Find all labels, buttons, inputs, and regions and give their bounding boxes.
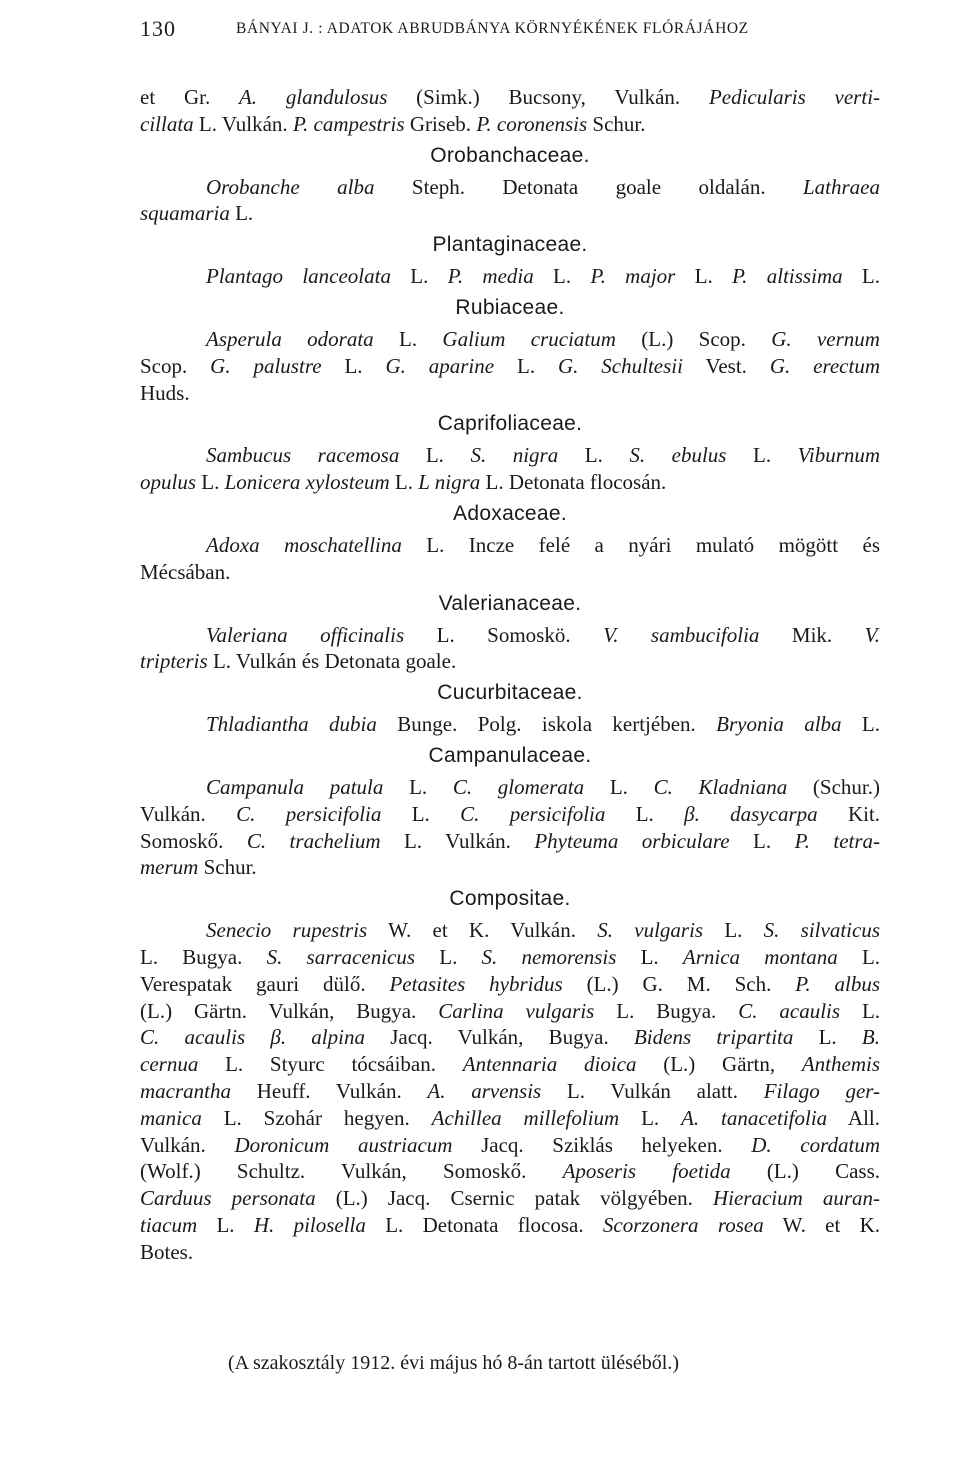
text-run: Mécsában.: [140, 559, 231, 584]
taxon-name: Thladiantha dubia: [206, 712, 377, 737]
taxon-name: G. aparine: [385, 353, 495, 378]
text-line: [140, 1239, 880, 1266]
text-run: L.: [389, 470, 419, 495]
text-run: L. Vulkán alatt.: [541, 1078, 764, 1103]
text-run: Heuff. Vulkán.: [231, 1078, 428, 1103]
taxon-name: Hieracium auran-: [712, 1186, 881, 1211]
text-run: L.: [837, 944, 881, 969]
text-line: [140, 1078, 880, 1105]
text-run: L.: [605, 801, 685, 826]
text-run: (L.) Scop.: [615, 326, 772, 351]
text-run: Mik.: [759, 622, 865, 647]
text-run: L.: [399, 443, 471, 468]
text-run: L.: [726, 443, 798, 468]
family-heading: Rubiaceae.: [455, 295, 565, 319]
taxon-name: macrantha: [140, 1078, 231, 1103]
taxon-name: Orobanche alba: [206, 174, 375, 199]
text-line: [140, 1158, 880, 1185]
page-header: [140, 14, 880, 46]
text-run: (L.) Gärtn,: [636, 1052, 802, 1077]
taxon-name: G. Schultesii: [557, 353, 683, 378]
taxon-name: Pedicularis verti-: [708, 85, 881, 109]
taxon-name: A. arvensis: [427, 1078, 542, 1103]
taxon-name: cillata: [140, 111, 194, 136]
text-run: Botes.: [140, 1239, 194, 1264]
taxon-name: Scorzonera rosea: [602, 1212, 764, 1237]
family-heading: Caprifoliaceae.: [437, 412, 583, 436]
text-run: Schur.: [587, 111, 646, 136]
text-line: [140, 263, 880, 290]
taxon-name: Carduus personata: [140, 1186, 316, 1211]
text-run: L. Bugya.: [594, 998, 739, 1023]
family-heading: Orobanchaceae.: [430, 143, 590, 167]
text-run: L.: [229, 201, 254, 226]
page-number: 130: [140, 16, 176, 41]
taxon-name: Filago ger-: [763, 1078, 881, 1103]
taxon-name: S. sarracenicus: [266, 944, 416, 969]
text-line: [140, 1212, 880, 1239]
text-line: [140, 559, 880, 586]
text-line: [140, 84, 880, 111]
text-run: Schur.: [198, 855, 257, 880]
text-run: L. Detonata flocosán.: [480, 470, 667, 495]
text-line: [140, 998, 880, 1025]
family-heading: Cucurbitaceae.: [437, 681, 583, 705]
taxon-name: squamaria: [140, 201, 230, 226]
taxon-name: Plantago lanceolata: [206, 264, 391, 289]
text-line: [140, 774, 880, 801]
text-line: [140, 380, 880, 407]
text-run: L. Styurc tócsáiban.: [198, 1052, 463, 1077]
taxon-name: C. Kladniana: [653, 774, 788, 799]
family-heading: Campanulaceae.: [428, 743, 592, 767]
text-line: [140, 469, 880, 496]
taxon-name: Valeriana officinalis: [206, 622, 405, 647]
text-line: [140, 971, 880, 998]
taxon-name: cernua: [140, 1052, 199, 1077]
text-line: [140, 1185, 880, 1212]
text-run: Jacq. Sziklás helyeken.: [452, 1132, 752, 1157]
text-run: W. et K. Vulkán.: [367, 918, 598, 943]
family-heading: Valerianaceae.: [438, 591, 582, 615]
taxon-name: Doronicum austriacum: [234, 1132, 453, 1157]
taxon-name: Lathraea: [802, 174, 880, 199]
taxon-name: opulus: [140, 470, 197, 495]
text-run: L. Incze felé a nyári mulató mögött és: [401, 532, 881, 557]
text-run: Griseb.: [404, 111, 477, 136]
text-run: L. Somoskö.: [404, 622, 604, 647]
family-heading: Compositae.: [449, 887, 571, 911]
text-line: [140, 174, 880, 201]
text-run: L.: [703, 918, 764, 943]
taxon-name: Galium cruciatum: [442, 326, 616, 351]
text-line: [140, 1051, 880, 1078]
taxon-name: Lonicera xylosteum: [224, 470, 390, 495]
taxon-name: V. sambucifolia: [603, 622, 760, 647]
taxon-name: Bidens tripartita: [633, 1025, 794, 1050]
taxon-name: S. ebulus: [629, 443, 727, 468]
text-run: L. Vulkán.: [193, 111, 293, 136]
text-run: L.: [675, 264, 733, 289]
text-run: L.: [793, 1025, 862, 1050]
taxon-name: Aposeris foetida: [562, 1159, 731, 1184]
text-line: [140, 854, 880, 881]
family-heading: Adoxaceae.: [453, 501, 567, 525]
taxon-name: C. acaulis β. alpina: [140, 1025, 365, 1050]
text-run: L.: [197, 1212, 254, 1237]
text-line: [140, 828, 880, 855]
taxon-name: Antennaria dioica: [462, 1052, 637, 1077]
text-run: Bunge. Polg. iskola kertjében.: [376, 712, 717, 737]
taxon-name: S. nemorensis: [481, 944, 617, 969]
taxon-name: Senecio rupestris: [206, 918, 368, 943]
text-line: [140, 111, 880, 138]
taxon-name: P. major: [590, 264, 676, 289]
text-run: et Gr.: [140, 85, 239, 109]
text-run: L. Vulkán és Detonata goale.: [207, 649, 457, 674]
taxon-name: A. glandulosus: [238, 85, 388, 109]
text-run: L.: [415, 944, 482, 969]
text-run: L. Detonata flocosa.: [365, 1212, 603, 1237]
taxon-name: C. acaulis: [738, 998, 841, 1023]
text-run: Vulkán.: [140, 801, 237, 826]
text-run: (L.) G. M. Sch.: [562, 971, 796, 996]
taxon-name: C. persicifolia: [460, 801, 606, 826]
text-run: L.: [381, 801, 461, 826]
taxon-name: Campanula patula: [206, 774, 384, 799]
text-run: L.: [584, 774, 654, 799]
text-run: Somoskő.: [140, 828, 247, 853]
taxon-name: tripteris: [140, 649, 208, 674]
taxon-name: P. campestris: [292, 111, 405, 136]
text-run: (L.) Jacq. Csernic patak völgyében.: [315, 1186, 713, 1211]
text-run: L.: [373, 326, 443, 351]
text-run: L.: [494, 353, 558, 378]
footer-block: [140, 1343, 880, 1377]
text-run: L.: [841, 712, 880, 737]
taxon-name: Viburnum: [797, 443, 881, 468]
taxon-name: V.: [864, 622, 880, 647]
taxon-name: Petasites hybridus: [389, 971, 563, 996]
taxon-name: G. erectum: [769, 353, 881, 378]
text-run: L.: [533, 264, 591, 289]
taxon-name: P. media: [447, 264, 534, 289]
text-run: Vest.: [682, 353, 770, 378]
text-run: L.: [729, 828, 795, 853]
taxon-name: H. pilosella: [253, 1212, 366, 1237]
taxon-name: S. nigra: [470, 443, 559, 468]
taxon-name: tiacum: [140, 1212, 198, 1237]
text-run: (Wolf.) Schultz. Vulkán, Somoskő.: [140, 1159, 563, 1184]
text-line: [140, 326, 880, 353]
text-line: [140, 711, 880, 738]
text-run: (L.) Cass.: [730, 1159, 880, 1184]
text-line: [140, 944, 880, 971]
text-run: L.: [321, 353, 386, 378]
text-line: [140, 1105, 880, 1132]
taxon-name: P. altissima: [732, 264, 843, 289]
taxon-name: C. persicifolia: [236, 801, 382, 826]
taxon-name: G. vernum: [771, 326, 880, 351]
text-line: [140, 532, 880, 559]
text-run: Scop.: [140, 353, 211, 378]
text-run: L. Vulkán.: [380, 828, 535, 853]
text-run: L.: [842, 264, 881, 289]
text-line: [140, 648, 880, 675]
text-run: L. Bugya.: [140, 944, 267, 969]
text-run: (Schur.): [787, 774, 880, 799]
text-line: [140, 917, 880, 944]
taxon-name: C. trachelium: [246, 828, 381, 853]
text-line: [140, 801, 880, 828]
taxon-name: P. albus: [795, 971, 880, 996]
text-line: [140, 622, 880, 649]
taxon-name: P. tetra-: [794, 828, 881, 853]
taxon-name: Anthemis: [801, 1052, 880, 1077]
family-heading: Plantaginaceae.: [432, 233, 588, 257]
text-run: L.: [616, 944, 683, 969]
taxon-name: C. glomerata: [452, 774, 585, 799]
text-run: (L.) Gärtn. Vulkán, Bugya.: [140, 998, 439, 1023]
text-run: L.: [840, 998, 881, 1023]
text-run: L.: [558, 443, 630, 468]
text-run: Huds.: [140, 380, 190, 405]
text-run: All.: [827, 1105, 881, 1130]
text-run: L.: [383, 774, 453, 799]
text-run: L.: [619, 1105, 682, 1130]
running-title: BÁNYAI J. : ADATOK ABRUDBÁNYA KÖRNYÉKÉNEK FLÓRÁJÁHOZ: [236, 20, 749, 37]
text-run: Vulkán.: [140, 1132, 235, 1157]
document-body: [140, 84, 880, 1266]
taxon-name: A. tanacetifolia: [681, 1105, 828, 1130]
taxon-name: Phyteuma orbiculare: [534, 828, 730, 853]
taxon-name: G. palustre: [210, 353, 322, 378]
taxon-name: merum: [140, 855, 199, 880]
text-line: [140, 1024, 880, 1051]
text-run: (Simk.) Bucsony, Vulkán.: [387, 85, 709, 109]
text-run: W. et K.: [763, 1212, 880, 1237]
text-run: Kit.: [817, 801, 881, 826]
taxon-name: β. dasycarpa: [684, 801, 818, 826]
taxon-name: S. vulgaris: [597, 918, 704, 943]
text-run: Verespatak gauri dülő.: [140, 971, 390, 996]
text-line: [140, 1132, 880, 1159]
taxon-name: Asperula odorata: [206, 326, 374, 351]
taxon-name: Bryonia alba: [716, 712, 842, 737]
text-run: Jacq. Vulkán, Bugya.: [364, 1025, 634, 1050]
taxon-name: P. coronensis: [476, 111, 588, 136]
taxon-name: Sambucus racemosa: [206, 443, 400, 468]
taxon-name: B.: [861, 1025, 880, 1050]
text-line: [140, 353, 880, 380]
taxon-name: Carlina vulgaris: [438, 998, 595, 1023]
text-run: Steph. Detonata goale oldalán.: [374, 174, 803, 199]
taxon-name: Adoxa moschatellina: [206, 532, 402, 557]
taxon-name: Achillea millefolium: [431, 1105, 620, 1130]
session-note: (A szakosztály 1912. évi május hó 8-án tartott üléséből.): [228, 1352, 680, 1374]
text-line: [140, 200, 880, 227]
text-run: L.: [196, 470, 225, 495]
taxon-name: D. cordatum: [751, 1132, 880, 1157]
text-run: L.: [390, 264, 448, 289]
text-line: [140, 442, 880, 469]
taxon-name: Arnica montana: [682, 944, 838, 969]
taxon-name: S. silvaticus: [763, 918, 880, 943]
taxon-name: manica: [140, 1105, 202, 1130]
text-run: L. Szohár hegyen.: [201, 1105, 432, 1130]
taxon-name: L nigra: [418, 470, 481, 495]
